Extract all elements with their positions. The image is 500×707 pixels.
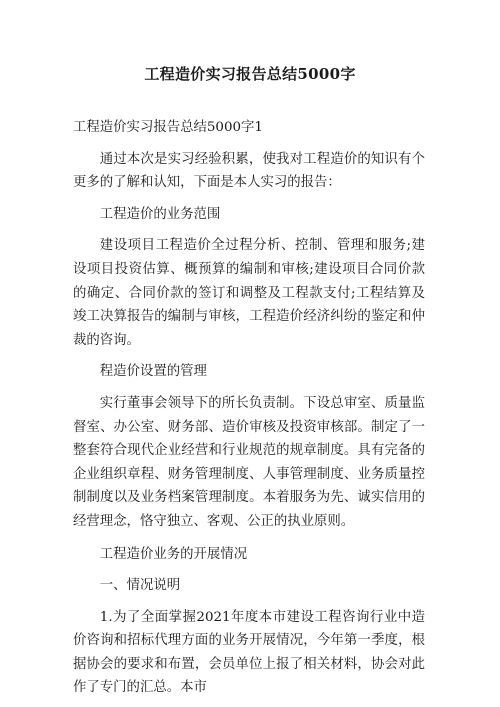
document-title: 工程造价实习报告总结5000字 bbox=[144, 65, 356, 83]
report-heading: 工程造价实习报告总结5000字1 bbox=[73, 120, 263, 135]
situation-paragraph: 1.为了全面掌握2021年度本市建设工程咨询行业中造价咨询和招标代理方面的业务开展情况，今年第一季度，根据协会的要求和布置，会员单位上报了相关材料，协会对此作了专门的汇总。本市 bbox=[73, 609, 425, 696]
document-body bbox=[73, 116, 425, 700]
subsection-heading-situation: 一、情况说明 bbox=[99, 578, 181, 594]
intro-paragraph: 通过本次是实习经验积累，使我对工程造价的知识有个更多的了解和认知，下面是本人实习的报告： bbox=[73, 151, 425, 191]
business-scope-paragraph: 建设项目工程造价全过程分析、控制、管理和服务;建设项目投资估算、概预算的编制和审核;建设项目合同价款的确定、合同价款的签订和调整及工程款支付;工程结算及竣工决算报告的编制与审核，工程造价经济纠纷的鉴定和仲裁的咨询。 bbox=[73, 238, 425, 348]
section-heading-business-scope: 工程造价的业务范围 bbox=[99, 206, 221, 222]
section-heading-management: 程造价设置的管理 bbox=[99, 364, 207, 380]
section-heading-business-progress: 工程造价业务的开展情况 bbox=[99, 546, 248, 562]
management-paragraph: 实行董事会领导下的所长负责制。下设总审室、质量监督室、办公室、财务部、造价审核及投资审核部。制定了一整套符合现代企业经营和行业规范的规章制度。具有完备的企业组织章程、财务管理制度、人事管理制度、业务质量控制制度以及业务档案管理制度。本着服务为先、诚实信用的经营理念，恪守独立、客观、公正的执业原则。 bbox=[73, 395, 425, 529]
